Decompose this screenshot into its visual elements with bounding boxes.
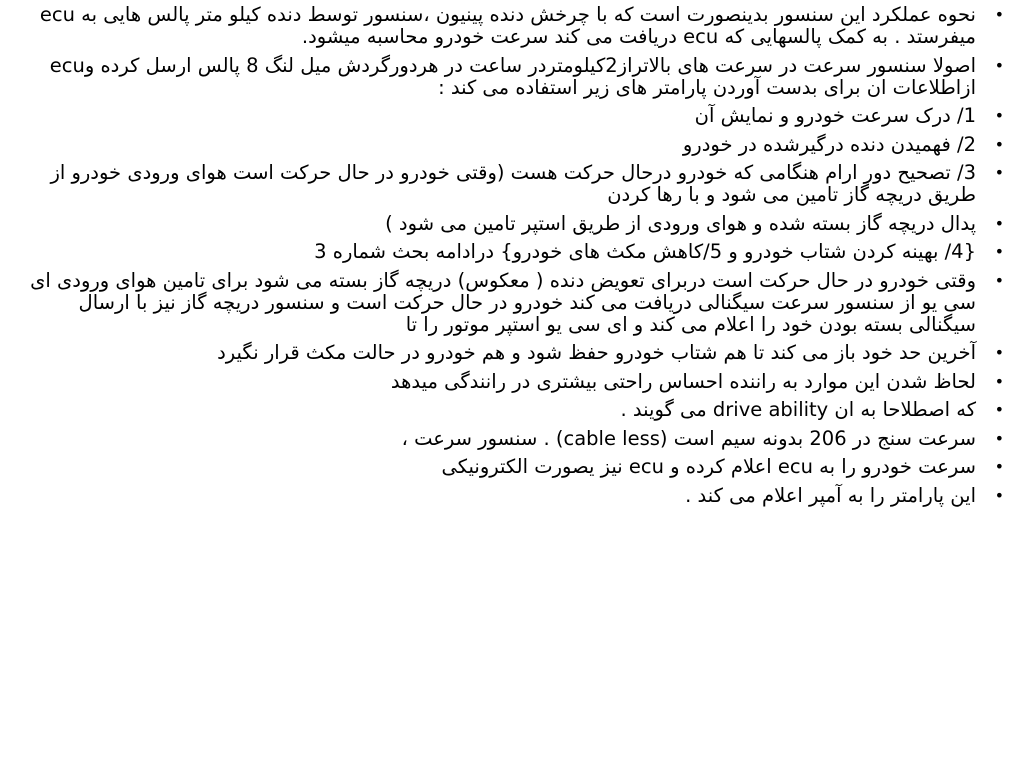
bullet-item	[8, 55, 1014, 99]
bullet-item	[8, 342, 1014, 364]
bullet-item	[8, 105, 1014, 127]
bullet-text: • پدال دریچه گاز بسته شده و هوای ورودی از طریق استپر تامین می شود )	[385, 211, 976, 235]
bullet-text: • لحاظ شدن این موارد به راننده احساس راحتی بیشتری در رانندگی میدهد	[390, 369, 976, 393]
bullet-item	[8, 270, 1014, 336]
bullet-text: • نحوه عملکرد این سنسور بدینصورت است که با چرخش دنده پینیون ،سنسور توسط دنده کیلو متر پالس هایی به ecu میفرستد . به کمک پالسهایی که ecu دریافت می کند سرعت خودرو محاسبه میشود.	[39, 3, 976, 48]
bullet-item	[8, 428, 1014, 450]
bullet-list	[8, 4, 1014, 507]
bullet-text: • اصولا سنسور سرعت در سرعت های بالاتراز2کیلومتردر ساعت در هردورگردش میل لنگ 8 پالس ارسل کرده وecu ازاطلاعات ان برای بدست آوردن پارامتر های زیر استفاده می کند :	[49, 53, 976, 99]
bullet-item	[8, 371, 1014, 393]
bullet-text: • 1/ درک سرعت خودرو و نمایش آن	[694, 104, 976, 127]
bullet-text: • آخرین حد خود باز می کند تا هم شتاب خودرو حفظ شود و هم خودرو در حالت مکث قرار نگیرد	[217, 341, 976, 364]
bullet-item	[8, 399, 1014, 421]
bullet-text: • وقتی خودرو در حال حرکت است دربرای تعویض دنده ( معکوس) دریچه گاز بسته می شود برای تامین هوای ورودی ای سی یو از سنسور سرعت سیگنالی دریافت می کند خودرو در حال حرکت است و سنسور دریچه گاز نیز با ارسال سیگنالی بسته بودن خود را اعلام می کند و ای سی یو استپر موتور را تا	[30, 268, 976, 336]
bullet-text: • که اصطلاحا به ان drive ability می گویند .	[620, 398, 976, 421]
bullet-text: • سرعت خودرو را به ecu اعلام کرده و ecu نیز یصورت الکترونیکی	[441, 455, 976, 478]
bullet-text: • 2/ فهمیدن دنده درگیرشده در خودرو	[682, 132, 976, 156]
bullet-item	[8, 4, 1014, 48]
bullet-item	[8, 485, 1014, 507]
bullet-item	[8, 162, 1014, 206]
bullet-item	[8, 456, 1014, 478]
bullet-text: • 3/ تصحیح دور ارام هنگامی که خودرو درحال حرکت هست (وقتی خودرو در حال حرکت است هوای ورودی خودرو از طریق دریچه گاز تامین می شود و با رها کردن	[50, 161, 976, 206]
bullet-text: • سرعت سنج در 206 بدونه سیم است (cable less) . سنسور سرعت ،	[401, 426, 976, 450]
bullet-item	[8, 241, 1014, 263]
bullet-text: • این پارامتر را به آمپر اعلام می کند .	[685, 483, 976, 507]
bullet-item	[8, 134, 1014, 156]
bullet-item	[8, 213, 1014, 235]
bullet-text: • {4/ بهینه کردن شتاب خودرو و 5/کاهش مکث های خودرو} درادامه بحث شماره 3	[314, 240, 976, 263]
